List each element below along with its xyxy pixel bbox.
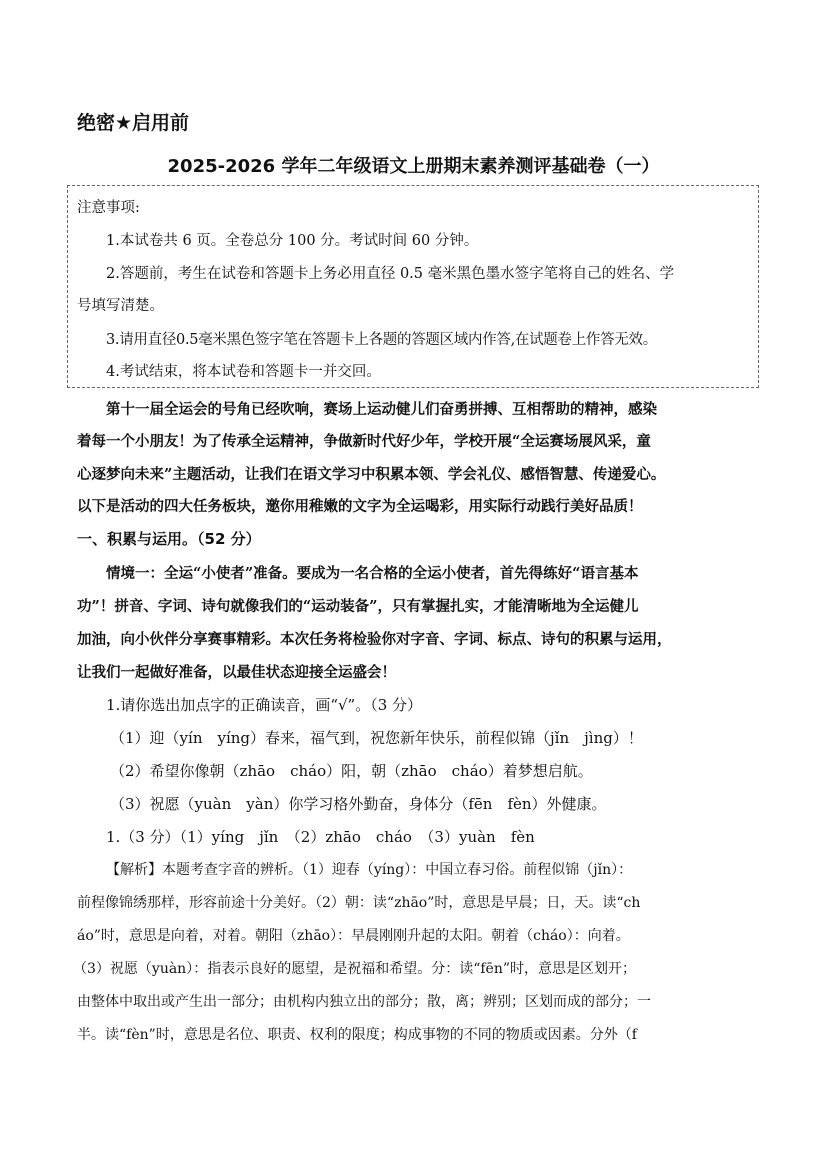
notice-item: 2.答题前，考生在试卷和答题卡上务必用直径 0.5 毫米黑色墨水签字笔将自己的姓名、学 (106, 266, 675, 282)
analysis-line: 前程像锦绣那样，形容前途十分美好。（2）朝：读“zhāo”时，意思是早晨；日，天。读“ch (77, 895, 641, 911)
notice-box (67, 185, 759, 388)
page-title: 2025-2026 学年二年级语文上册期末素养测评基础卷（一） (167, 156, 660, 177)
analysis-line: áo”时，意思是向着，对着。朝阳（zhāo）：早晨刚刚升起的太阳。朝着（cháo）：向着。 (77, 928, 630, 944)
notice-item: 4.考试结束，将本试卷和答题卡一并交回。 (106, 364, 381, 380)
question-item: （1）迎（yín yíng）春来，福气到，祝您新年快乐，前程似锦（jǐn jìng）！ (110, 729, 643, 747)
intro-line: 着每一个小朋友！为了传承全运精神，争做新时代好少年，学校开展“全运赛场展风采，童 (77, 433, 651, 450)
scenario-line: 功”！拼音、字词、诗句就像我们的“运动装备”，只有掌握扎实，才能清晰地为全运健儿 (77, 598, 639, 615)
notice-item: 1.本试卷共 6 页。全卷总分 100 分。考试时间 60 分钟。 (106, 233, 479, 249)
intro-line: 第十一届全运会的号角已经吹响，赛场上运动健儿们奋勇拼搏、互相帮助的精神，感染 (106, 401, 657, 418)
question-item: （3）祝愿（yuàn yàn）你学习格外勤奋，身体分（fēn fèn）外健康。 (110, 795, 607, 813)
answer-line: 1.（3 分）（1）yíng jǐn （2）zhāo cháo （3）yuàn fèn (106, 828, 535, 846)
intro-line: 以下是活动的四大任务板块，邀你用稚嫩的文字为全运喝彩，用实际行动践行美好品质！ (77, 498, 643, 515)
question-stem: 1.请你选出加点字的正确读音，画“√”。（3 分） (106, 696, 423, 714)
confidential-label: 绝密★启用前 (77, 112, 190, 134)
scenario-line: 加油，向小伙伴分享赛事精彩。本次任务将检验你对字音、字词、标点、诗句的积累与运用， (77, 631, 672, 648)
analysis-line: 由整体中取出或产生出一部分；由机构内独立出的部分；散，离；辨别；区划而成的部分；一 (77, 994, 651, 1010)
notice-item: 号填写清楚。 (77, 298, 164, 314)
analysis-line: （3）祝愿（yuàn）：指表示良好的愿望，是祝福和希望。分：读“fēn”时，意思是区划开； (73, 961, 636, 977)
notice-heading: 注意事项: (77, 200, 140, 216)
analysis-line: 【解析】本题考查字音的辨析。（1）迎春（yíng）：中国立春习俗。前程似锦（jǐn）： (106, 862, 633, 878)
intro-line: 心逐梦向未来”主题活动，让我们在语文学习中积累本领、学会礼仪、感悟智慧、传递爱心。 (77, 466, 666, 483)
scenario-line: 情境一：全运“小使者”准备。要成为一名合格的全运小使者，首先得练好“语言基本 (106, 565, 639, 582)
question-item: （2）希望你像朝（zhāo cháo）阳，朝（zhāo cháo）着梦想启航。 (110, 762, 593, 780)
analysis-line: 半。读“fèn”时，意思是名位、职责、权利的限度；构成事物的不同的物质或因素。分外（f (77, 1027, 637, 1043)
notice-item: 3.请用直径0.5毫米黑色签字笔在答题卡上各题的答题区域内作答,在试题卷上作答无效。 (106, 332, 657, 348)
section-title: 一、积累与运用。（52 分） (77, 530, 261, 548)
scenario-line: 让我们一起做好准备，以最佳状态迎接全运盛会！ (77, 664, 396, 681)
